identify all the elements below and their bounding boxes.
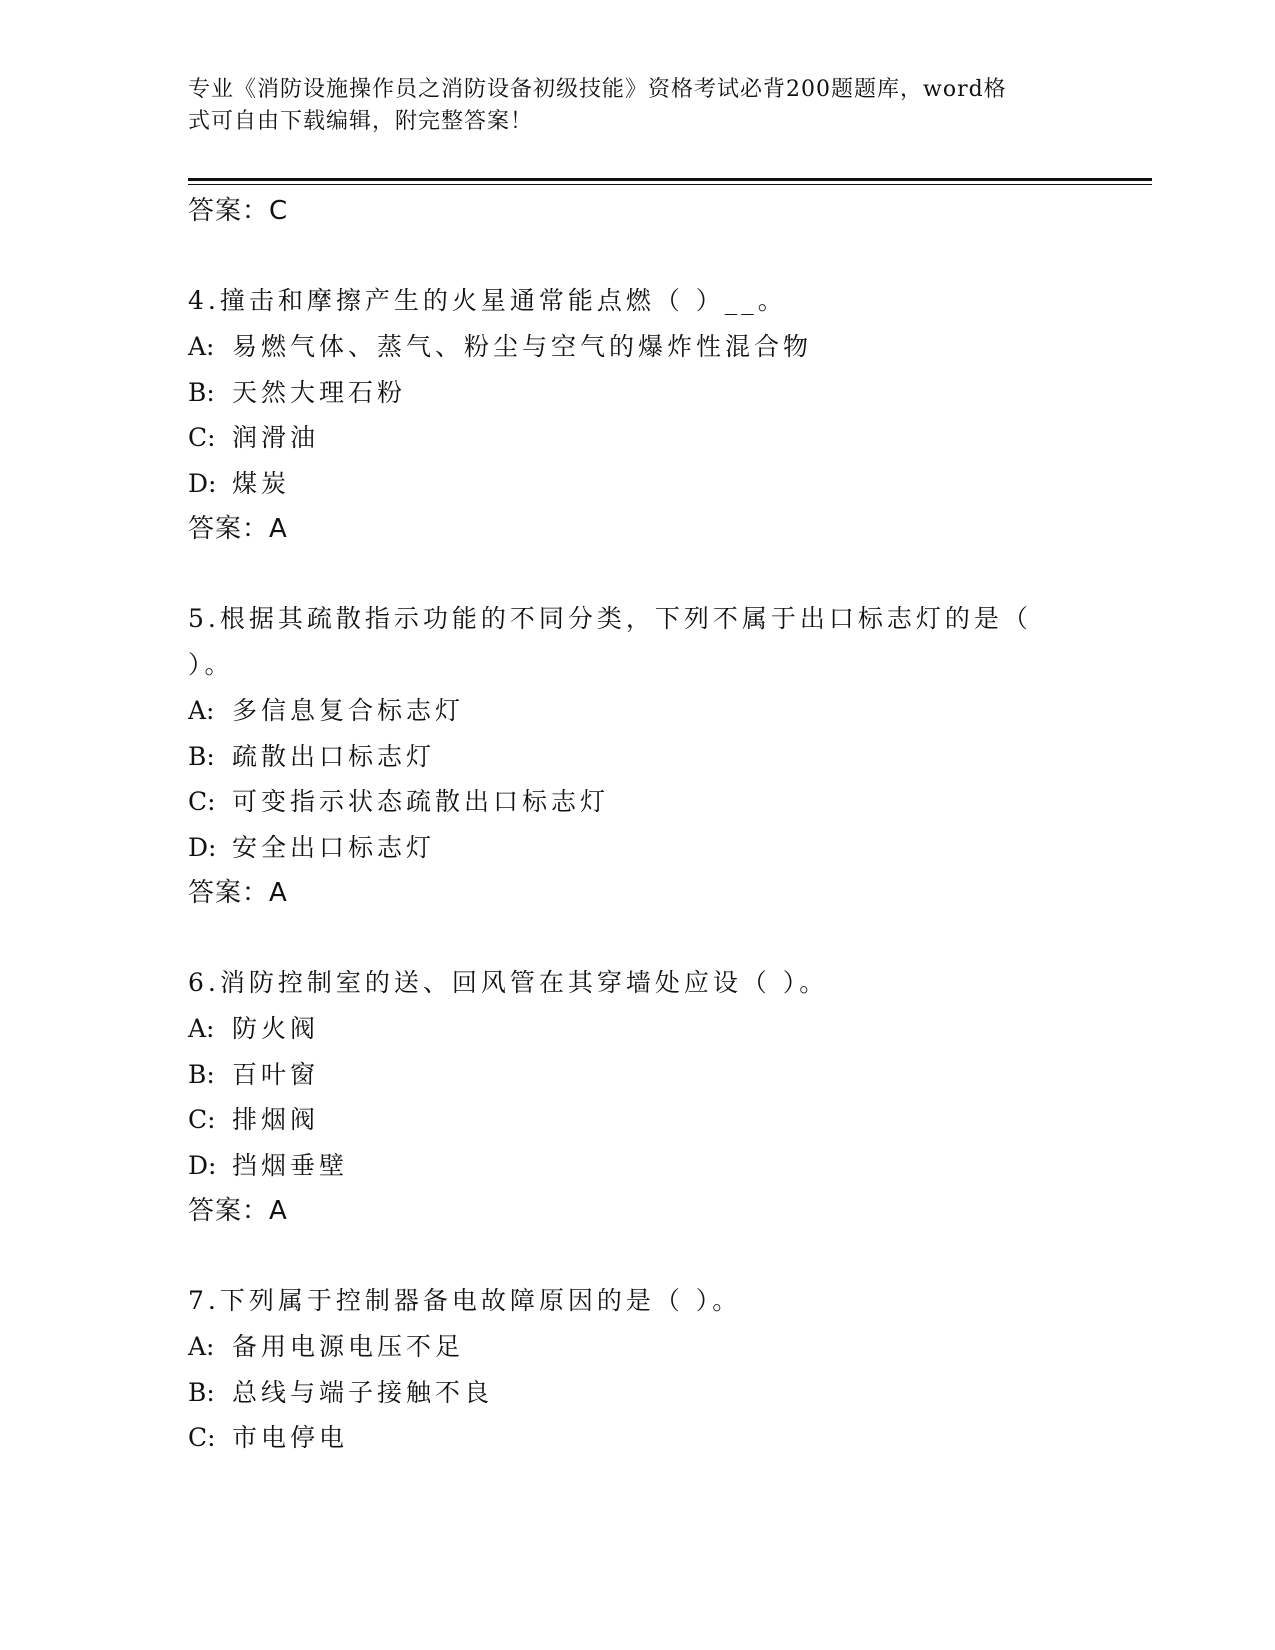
option-letter: B: xyxy=(188,1377,215,1407)
option-letter: A: xyxy=(188,332,215,361)
option-text: 百叶窗 xyxy=(232,1059,320,1089)
option-letter: B: xyxy=(188,741,215,771)
question-title: 5.根据其疏散指示功能的不同分类，下列不属于出口标志灯的是（ xyxy=(188,604,1032,633)
option-text: 煤炭 xyxy=(232,468,291,498)
option-text: 润滑油 xyxy=(232,423,320,452)
option-text: 排烟阀 xyxy=(232,1105,320,1134)
option-letter: B: xyxy=(188,377,215,407)
option-letter: A: xyxy=(188,1332,215,1361)
option-c xyxy=(188,1415,1088,1461)
option-letter: C: xyxy=(188,1105,216,1134)
option-letter: B: xyxy=(188,1059,215,1089)
option-d xyxy=(188,461,1088,507)
option-letter: C: xyxy=(188,1423,216,1452)
option-letter: C: xyxy=(188,787,216,816)
option-a xyxy=(188,324,1088,370)
question-block xyxy=(188,960,1088,1234)
option-d xyxy=(188,825,1088,871)
answer-line: 答案：A xyxy=(188,878,288,908)
option-text: 易燃气体、蒸气、粉尘与空气的爆炸性混合物 xyxy=(232,332,813,361)
option-text: 总线与端子接触不良 xyxy=(232,1377,494,1407)
option-c xyxy=(188,1097,1088,1143)
option-a xyxy=(188,1324,1088,1370)
answer-line: 答案：A xyxy=(188,1196,288,1226)
option-text: 疏散出口标志灯 xyxy=(232,741,436,771)
option-text: 市电停电 xyxy=(232,1423,349,1452)
option-letter: D: xyxy=(188,832,217,862)
option-letter: C: xyxy=(188,423,216,452)
option-letter: A: xyxy=(188,1014,215,1043)
question-list xyxy=(188,188,1088,1461)
question-block xyxy=(188,596,1088,916)
option-a xyxy=(188,688,1088,734)
option-b xyxy=(188,734,1088,780)
question-block xyxy=(188,278,1088,552)
option-b xyxy=(188,1052,1088,1098)
answer-line: 答案：C xyxy=(188,196,289,226)
document-header xyxy=(188,74,1078,138)
answer-line: 答案：A xyxy=(188,514,288,544)
option-text: 备用电源电压不足 xyxy=(232,1332,465,1361)
option-text: 安全出口标志灯 xyxy=(232,832,436,862)
option-b xyxy=(188,1370,1088,1416)
question-title: 7.下列属于控制器备电故障原因的是（ ）。 xyxy=(188,1286,742,1315)
header-line-1: 专业《消防设施操作员之消防设备初级技能》资格考试必背200题题库，word格 xyxy=(188,77,1007,102)
option-a xyxy=(188,1006,1088,1052)
option-text: 可变指示状态疏散出口标志灯 xyxy=(232,787,610,816)
option-c xyxy=(188,779,1088,825)
option-text: 挡烟垂壁 xyxy=(232,1150,349,1180)
option-letter: D: xyxy=(188,1150,217,1180)
option-text: 天然大理石粉 xyxy=(232,377,407,407)
question-title-continued: ）。 xyxy=(188,650,234,679)
option-c xyxy=(188,415,1088,461)
question-block xyxy=(188,1278,1088,1461)
header-divider-thin xyxy=(188,184,1152,185)
option-letter: D: xyxy=(188,468,217,498)
question-title: 4.撞击和摩擦产生的火星通常能点燃（ ）__。 xyxy=(188,286,787,315)
option-letter: A: xyxy=(188,696,215,725)
option-text: 防火阀 xyxy=(232,1014,320,1043)
header-divider-thick xyxy=(188,178,1152,181)
option-b xyxy=(188,370,1088,416)
question-title: 6.消防控制室的送、回风管在其穿墙处应设（ ）。 xyxy=(188,968,829,997)
header-line-2: 式可自由下载编辑，附完整答案！ xyxy=(188,109,534,134)
option-text: 多信息复合标志灯 xyxy=(232,696,465,725)
option-d xyxy=(188,1143,1088,1189)
